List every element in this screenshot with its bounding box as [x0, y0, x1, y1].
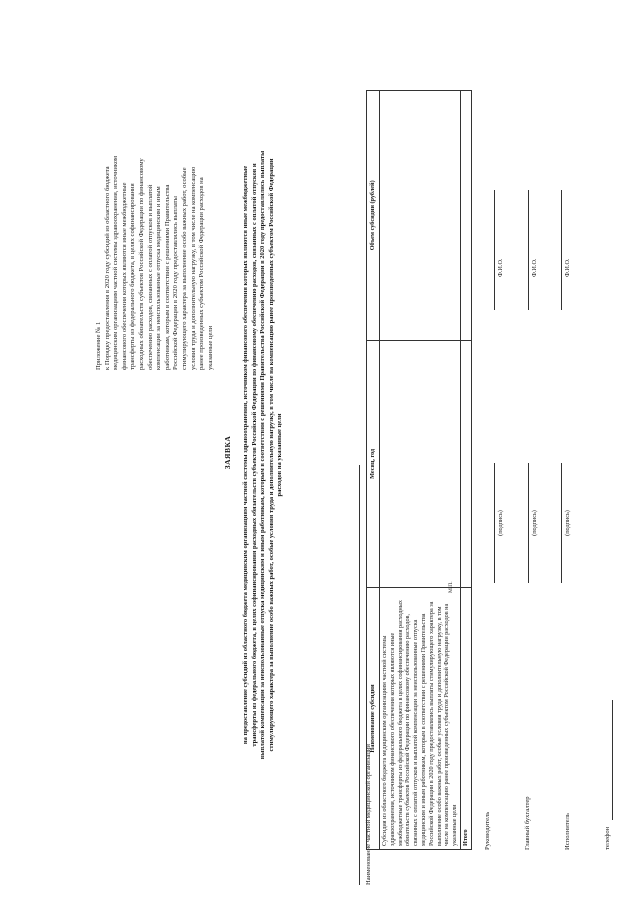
- subtitle-line: стимулирующего характера за выполнение особо важных работ, особые условия труда и дополнительную нагрузку, в том числе на компенсацию ранее произведенных субъектом Российской Федерации: [267, 158, 275, 752]
- phone-line: [612, 700, 613, 820]
- appendix-line: Российской Федерации в 2020 году предоставлялись выплаты: [172, 196, 180, 370]
- signature-role-executor: Исполнитель: [564, 813, 571, 850]
- phone-label: телефон: [604, 826, 611, 850]
- appendix-line: условия труда и дополнительную нагрузку, в том числе на компенсацию: [189, 166, 197, 370]
- appendix-heading: Приложение № 1: [95, 321, 102, 370]
- subtitle-line: на предоставление субсидий из областного бюджета медицинским организациям частной системы здравоохранения, источником финансового обеспечения которых являются иные межбюджетные: [242, 165, 249, 745]
- subsidy-table: [366, 90, 472, 850]
- appendix-text: [104, 130, 216, 370]
- column-header-subsidy: Наименование субсидии: [367, 588, 380, 850]
- total-label-cell: Итого: [460, 588, 471, 850]
- fio-line-head: [494, 190, 495, 310]
- signature-role-head: Руководитель: [484, 811, 491, 850]
- amount-cell: [380, 91, 461, 341]
- signature-line-head: [494, 463, 495, 583]
- appendix-line: медицинским организациям частной системы здравоохранения, источником: [112, 155, 120, 370]
- total-amount-cell: [460, 91, 471, 341]
- appendix-line: трансферты из федерального бюджета, в целях софинансирования: [129, 183, 137, 370]
- fio-line-accountant: [528, 190, 529, 310]
- appendix-line: финансового обеспечения которых являются иные межбюджетные: [120, 182, 128, 370]
- organization-name-label: Наименование частной медицинской организации: [365, 744, 372, 885]
- subtitle-line: расходов на указанные цели: [276, 413, 284, 497]
- appendix-line: компенсации за неиспользованные отпуска медицинским и иным: [155, 186, 163, 370]
- fio-caption-head: Ф.И.О.: [497, 258, 504, 277]
- fio-caption-accountant: Ф.И.О.: [531, 258, 538, 277]
- document-subtitle: [242, 75, 285, 835]
- signature-line-accountant: [528, 463, 529, 583]
- organization-name-line: [345, 465, 360, 885]
- appendix-line: ранее произведенных субъектом Российской Федерации расходов на: [198, 177, 206, 370]
- subsidy-name-cell: Субсидия из областного бюджета медицинским организациям частной системы здравоохранения, источником финансового обеспечения которых являются иные межбюджетные трансферты из федерального бюджета в целях софинансирования расходных обязательств субъектов Российской Федерации по финансовому обеспечению расходов, связанных с оплатой отпусков и выплатой компенсации за неиспользованные отпуска медицинским и иным работникам, которым в соответствии с решениями Правительства Российской Федерации в 2020 году предоставлялись выплаты стимулирующего характера за выполнение особо важных работ, особые условия труда и дополнительную нагрузку, в том числе на компенсацию ранее произведенных субъектом Российской Федерации расходов на указанные цели: [380, 588, 461, 850]
- signature-caption-accountant: (подпись): [531, 510, 538, 536]
- table-header-row: [367, 91, 380, 850]
- month-cell: [380, 340, 461, 587]
- stamp-place-label: М.П.: [448, 581, 454, 593]
- appendix-line: работникам, которым в соответствии с решениями Правительства: [163, 184, 171, 370]
- appendix-block: [95, 130, 215, 370]
- column-header-amount: Объем субсидии (рублей): [367, 91, 380, 341]
- document-title: ЗАЯВКА: [223, 435, 232, 470]
- fio-caption-executor: Ф.И.О.: [564, 258, 571, 277]
- total-month-cell: [460, 340, 471, 587]
- signature-line-executor: [561, 463, 562, 583]
- appendix-line: расходных обязательств субъектов Российской Федерации по финансовому: [137, 158, 145, 370]
- appendix-line: к Порядку предоставления в 2020 году субсидий из областного бюджета: [103, 166, 111, 370]
- appendix-line: стимулирующего характера за выполнение особо важных работ, особые: [180, 167, 188, 370]
- signature-role-accountant: Главный бухгалтер: [524, 796, 531, 850]
- subtitle-line: выплатой компенсации за неиспользованные отпуска медицинским и иным работникам, которым в соответствии с решениями Правительства Российской Федерации в 2020 году предоставлялись выплаты: [259, 150, 267, 760]
- appendix-line: указанные цели: [206, 325, 214, 370]
- table-row: [380, 91, 461, 850]
- signature-caption-head: (подпись): [497, 510, 504, 536]
- column-header-month: Месяц, год: [367, 340, 380, 587]
- table-total-row: [460, 91, 471, 850]
- appendix-line: обеспечению расходов, связанных с оплатой отпусков и выплатой: [146, 184, 154, 370]
- signature-caption-executor: (подпись): [564, 510, 571, 536]
- fio-line-executor: [561, 190, 562, 310]
- subtitle-line: трансферты из федерального бюджета, в целях софинансирования расходных обязательств субъектов Российской Федерации по финансовому обеспечению расходов, связанных с оплатой отпусков и: [250, 163, 258, 747]
